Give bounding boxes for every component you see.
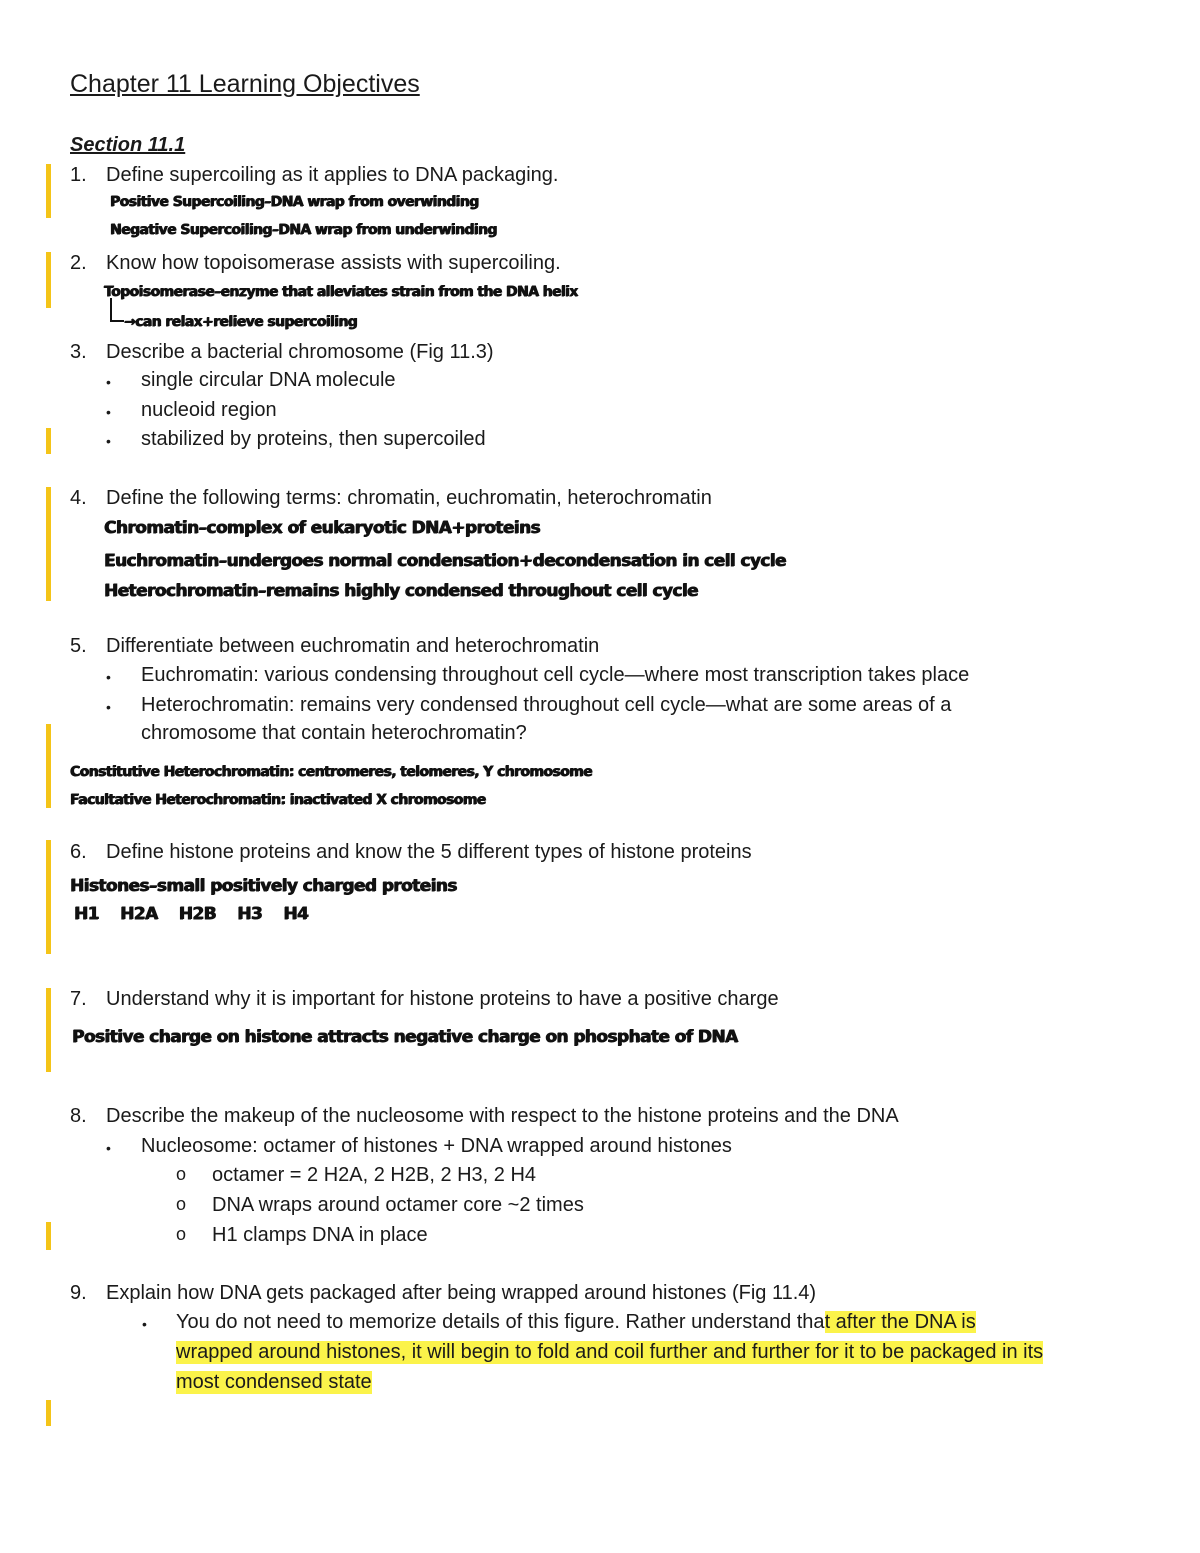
margin-mark [46,428,51,454]
sub-bullet-icon: o [176,1224,187,1244]
handwritten-note: Positive charge on histone attracts negative charge on phosphate of DNA [72,1027,738,1047]
objective-text: Explain how DNA gets packaged after being wrapped around histones (Fig 11.4) [106,1282,817,1304]
objective-number: 1. [70,164,87,186]
objective-number: 8. [70,1105,87,1127]
sub-bullet-text: DNA wraps around octamer core ~2 times [212,1194,584,1216]
sub-bullet-text: H1 clamps DNA in place [212,1224,428,1246]
sub-bullet-icon: o [176,1164,187,1184]
bullet-text-plain: You do not need to memorize details of this figure. Rather understand tha [176,1311,825,1333]
section-heading: Section 11.1 [70,134,186,156]
objective-number: 4. [70,487,87,509]
margin-mark [46,164,51,218]
margin-mark [46,252,51,308]
objective-text: Understand why it is important for histone proteins to have a positive charge [106,988,779,1010]
objective-text: Describe the makeup of the nucleosome with respect to the histone proteins and the DNA [106,1105,899,1127]
margin-mark [46,1400,51,1426]
bullet-icon: • [106,404,111,420]
highlighted-text: most condensed state [176,1371,372,1393]
bullet-text: chromosome that contain heterochromatin? [141,722,527,744]
objective-number: 3. [70,341,87,363]
handwritten-note: Negative Supercoiling–DNA wrap from underwinding [110,222,497,238]
handwritten-note: Facultative Heterochromatin: inactivated X chromosome [70,792,486,808]
bullet-icon: • [106,699,111,715]
handwritten-note: →can relax+relieve supercoiling [124,314,358,330]
objective-text: Define histone proteins and know the 5 different types of histone proteins [106,841,752,863]
bullet-icon: • [142,1316,147,1332]
bullet-text [176,1311,976,1334]
handwritten-note: Positive Supercoiling–DNA wrap from overwinding [110,194,479,210]
sub-bullet-icon: o [176,1194,187,1214]
handwritten-note: Chromatin–complex of eukaryotic DNA+proteins [104,518,541,538]
objective-text: Define supercoiling as it applies to DNA packaging. [106,164,559,186]
bullet-text: nucleoid region [141,399,277,421]
bullet-icon: • [106,1140,111,1156]
bullet-text: Heterochromatin: remains very condensed throughout cell cycle—what are some areas of a [141,694,952,716]
highlighted-text: wrapped around histones, it will begin to fold and coil further and further for it to be packaged in its [176,1341,1044,1363]
bullet-icon: • [106,433,111,449]
objective-number: 7. [70,988,87,1010]
highlighted-text: t after the DNA is [824,1311,976,1333]
page-title: Chapter 11 Learning Objectives [70,70,420,98]
margin-mark [46,1222,51,1250]
margin-mark [46,840,51,954]
handwritten-note: Heterochromatin–remains highly condensed throughout cell cycle [104,581,699,601]
handwritten-note: Euchromatin–undergoes normal condensation+decondensation in cell cycle [104,551,786,571]
sub-bullet-text: octamer = 2 H2A, 2 H2B, 2 H3, 2 H4 [212,1164,537,1186]
handwritten-note: Topoisomerase–enzyme that alleviates strain from the DNA helix [104,284,578,300]
margin-mark [46,724,51,808]
objective-number: 2. [70,252,87,274]
objective-number: 9. [70,1282,87,1304]
margin-mark [46,988,51,1072]
objective-text: Know how topoisomerase assists with supercoiling. [106,252,561,274]
margin-mark [46,487,51,601]
handwritten-note: Constitutive Heterochromatin: centromeres, telomeres, Y chromosome [70,764,593,780]
arrow-hook-icon [110,298,124,322]
objective-text: Differentiate between euchromatin and heterochromatin [106,635,600,657]
bullet-text: single circular DNA molecule [141,369,396,391]
bullet-icon: • [106,374,111,390]
bullet-icon: • [106,669,111,685]
objective-number: 6. [70,841,87,863]
objective-text: Describe a bacterial chromosome (Fig 11.3) [106,341,494,363]
objective-number: 5. [70,635,87,657]
handwritten-note: H1 H2A H2B H3 H4 [74,904,309,924]
objective-text: Define the following terms: chromatin, euchromatin, heterochromatin [106,487,712,509]
bullet-text: stabilized by proteins, then supercoiled [141,428,486,450]
handwritten-note: Histones–small positively charged proteins [70,876,457,896]
bullet-text: Nucleosome: octamer of histones + DNA wrapped around histones [141,1135,732,1157]
bullet-text: Euchromatin: various condensing throughout cell cycle—where most transcription takes place [141,664,970,686]
